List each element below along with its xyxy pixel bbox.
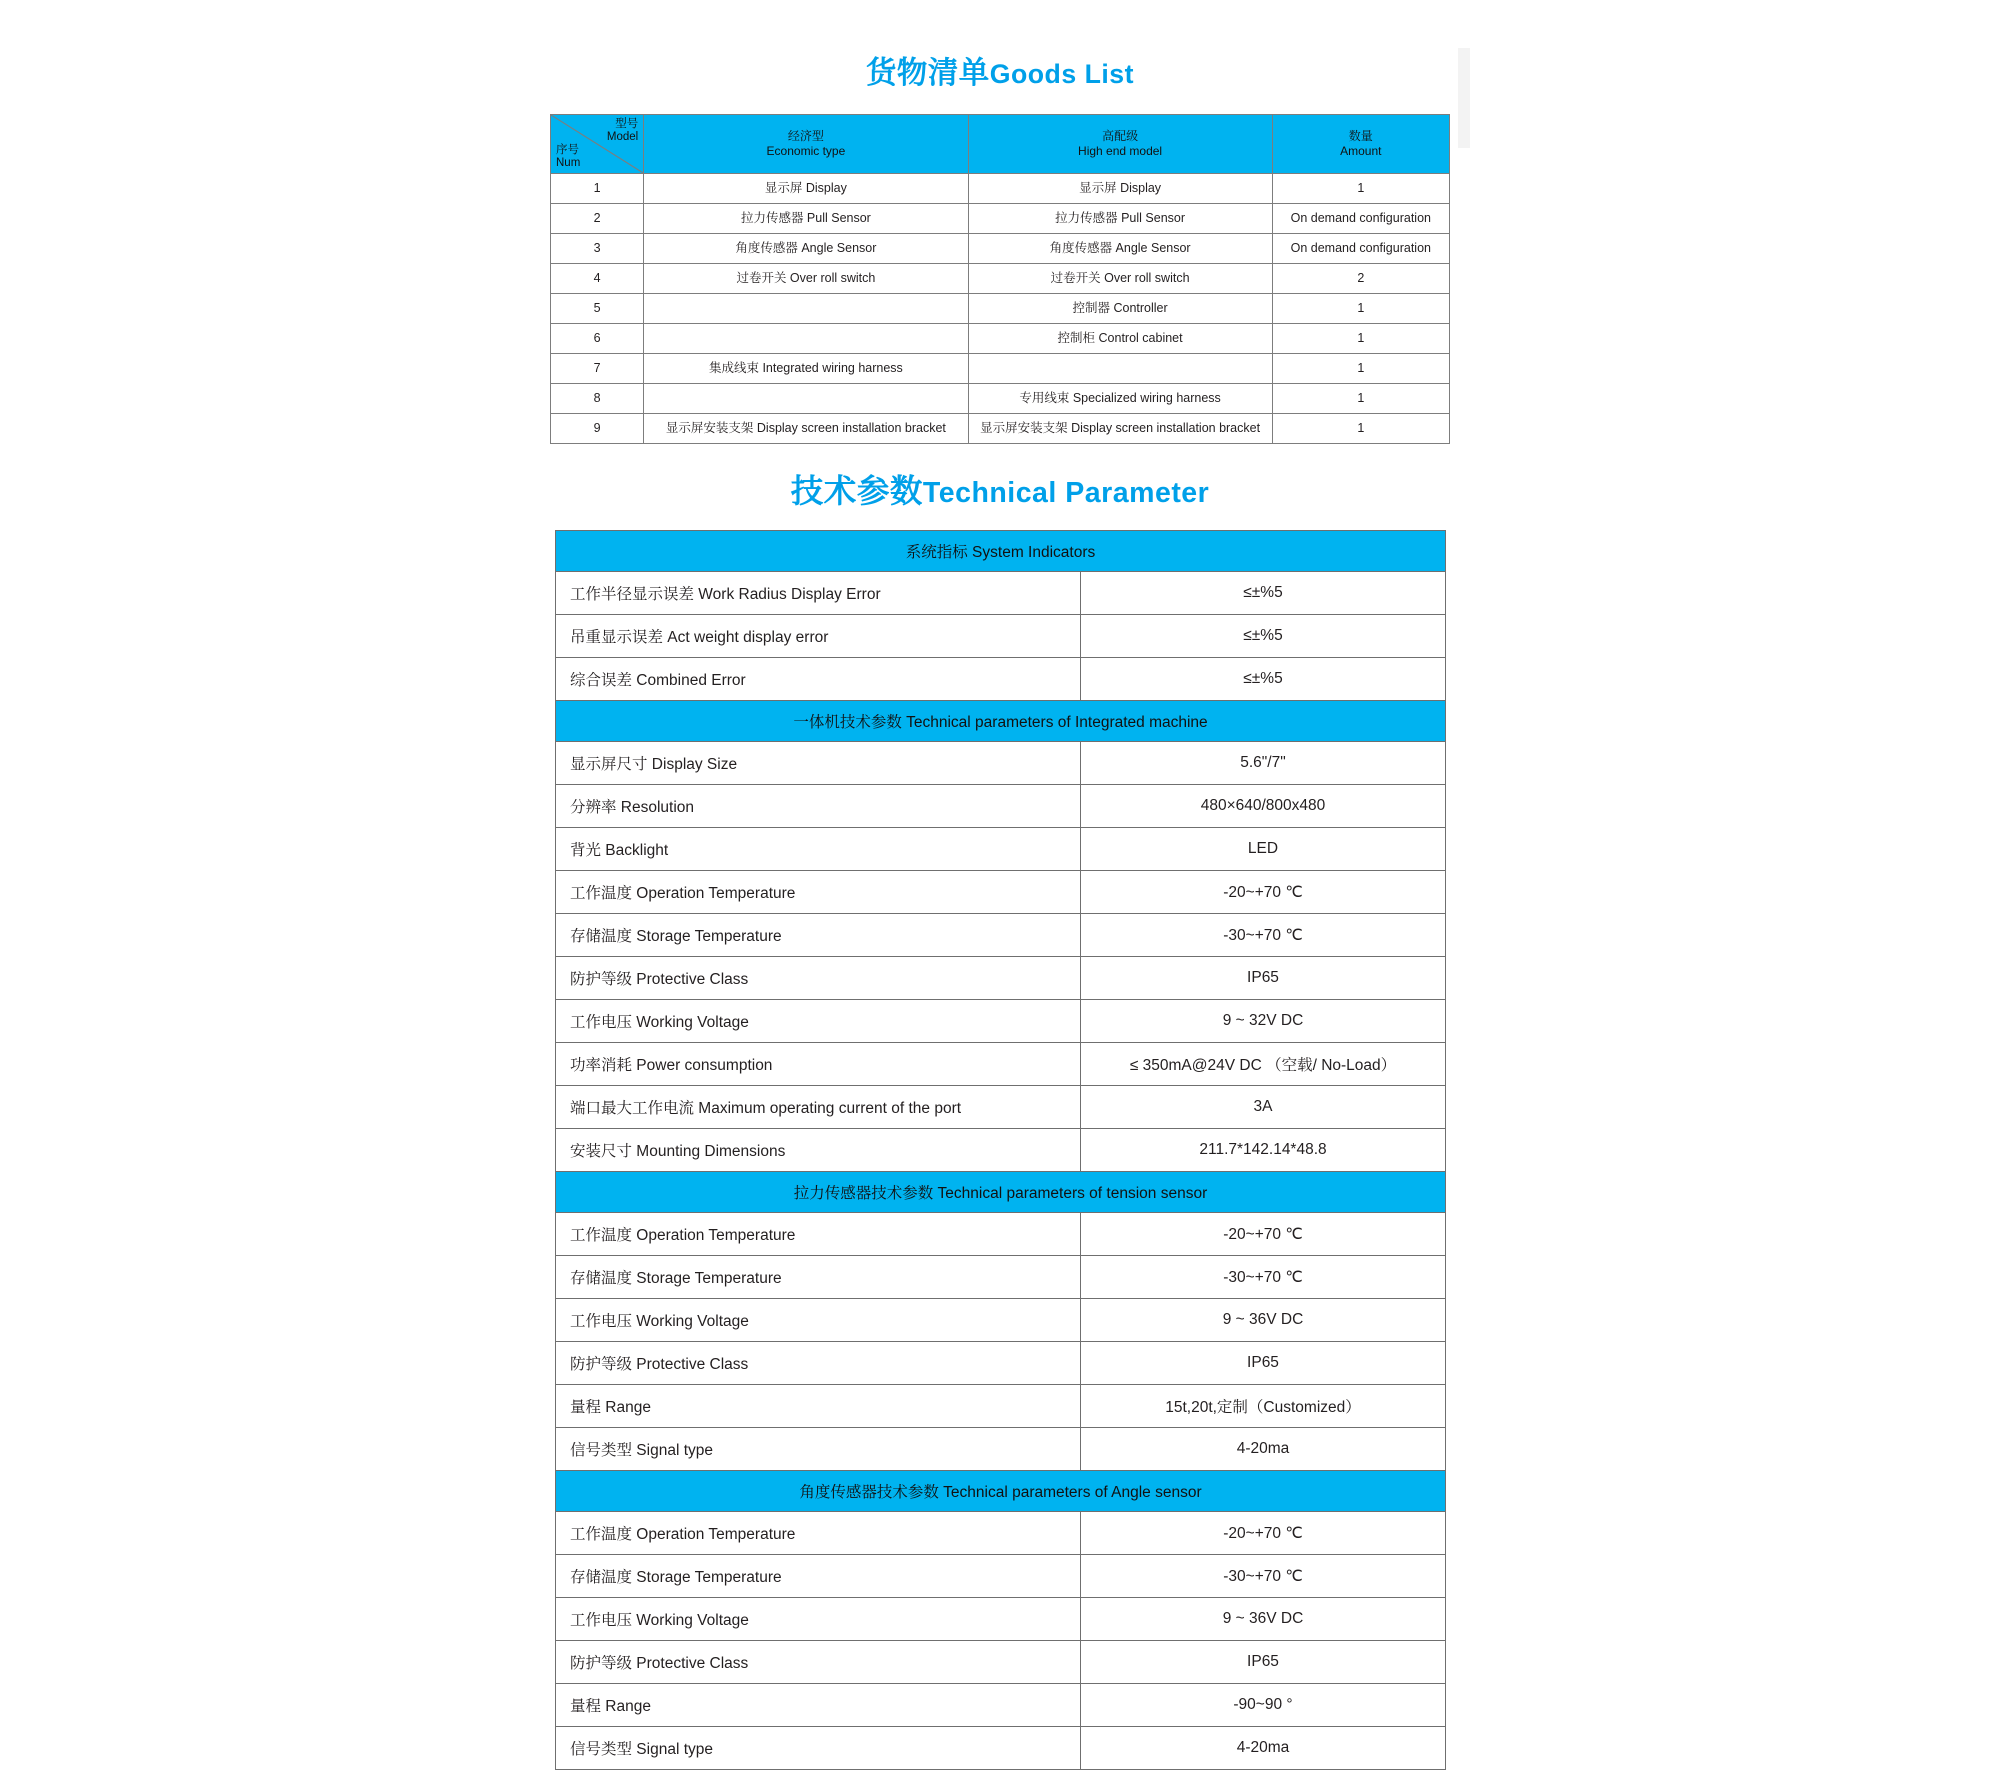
table-row: [551, 354, 1450, 384]
table-group-row: [556, 531, 1446, 572]
goods-cell-high: 拉力传感器 Pull Sensor: [968, 204, 1272, 234]
tech-param-value: IP65: [1081, 957, 1446, 1000]
goods-cell-economic: 集成线束 Integrated wiring harness: [644, 354, 968, 384]
table-row: [556, 1043, 1446, 1086]
technical-parameter-table: [555, 530, 1446, 1770]
tech-param-value: -20~+70 ℃: [1081, 1512, 1446, 1555]
tech-param-label: 工作温度 Operation Temperature: [556, 871, 1081, 914]
goods-cell-high: 控制器 Controller: [968, 294, 1272, 324]
tech-param-value: 15t,20t,定制（Customized）: [1081, 1385, 1446, 1428]
tech-param-value: 3A: [1081, 1086, 1446, 1129]
table-row: [556, 1512, 1446, 1555]
table-row: [556, 785, 1446, 828]
goods-cell-economic: [644, 384, 968, 414]
goods-cell-amount: On demand configuration: [1272, 234, 1449, 264]
tech-param-value: ≤±%5: [1081, 658, 1446, 701]
tech-param-label: 背光 Backlight: [556, 828, 1081, 871]
goods-cell-amount: 1: [1272, 384, 1449, 414]
tech-param-label: 信号类型 Signal type: [556, 1428, 1081, 1471]
goods-header-num-cn: 序号: [556, 143, 579, 156]
tech-param-label: 分辨率 Resolution: [556, 785, 1081, 828]
tech-param-value: 4-20ma: [1081, 1727, 1446, 1770]
goods-cell-amount: 1: [1272, 354, 1449, 384]
table-row: [556, 1299, 1446, 1342]
goods-list-title-en: Goods List: [989, 59, 1135, 89]
goods-cell-num: 7: [551, 354, 644, 384]
goods-cell-high: 过卷开关 Over roll switch: [968, 264, 1272, 294]
table-row: [556, 658, 1446, 701]
tech-param-label: 工作温度 Operation Temperature: [556, 1512, 1081, 1555]
tech-param-label: 量程 Range: [556, 1684, 1081, 1727]
goods-cell-amount: 1: [1272, 414, 1449, 444]
tech-param-label: 防护等级 Protective Class: [556, 957, 1081, 1000]
goods-cell-num: 5: [551, 294, 644, 324]
goods-list-table-wrapper: [550, 114, 1450, 444]
tech-param-label: 工作电压 Working Voltage: [556, 1000, 1081, 1043]
table-row: [556, 615, 1446, 658]
table-group-row: [556, 1471, 1446, 1512]
goods-header-high-en: High end model: [1078, 144, 1163, 158]
technical-parameter-title-cn: 技术参数: [790, 473, 923, 509]
goods-cell-high: [968, 354, 1272, 384]
goods-cell-economic: 拉力传感器 Pull Sensor: [644, 204, 968, 234]
tech-param-label: 综合误差 Combined Error: [556, 658, 1081, 701]
table-row: [551, 414, 1450, 444]
table-row: [551, 204, 1450, 234]
tech-param-label: 存储温度 Storage Temperature: [556, 1555, 1081, 1598]
tech-param-value: -30~+70 ℃: [1081, 1555, 1446, 1598]
table-row: [556, 1256, 1446, 1299]
goods-cell-economic: 显示屏 Display: [644, 174, 968, 204]
goods-header-economic-en: Economic type: [766, 144, 846, 158]
goods-list-table-head: [551, 115, 1450, 174]
table-row: [551, 324, 1450, 354]
goods-cell-num: 1: [551, 174, 644, 204]
tech-param-label: 量程 Range: [556, 1385, 1081, 1428]
goods-cell-num: 3: [551, 234, 644, 264]
table-row: [551, 174, 1450, 204]
table-row: [551, 294, 1450, 324]
goods-cell-high: 控制柜 Control cabinet: [968, 324, 1272, 354]
table-row: [556, 1684, 1446, 1727]
technical-parameter-table-body: [556, 531, 1446, 1770]
table-row: [551, 384, 1450, 414]
table-group-row: [556, 701, 1446, 742]
goods-cell-economic: 显示屏安装支架 Display screen installation bracket: [644, 414, 968, 444]
tech-param-label: 端口最大工作电流 Maximum operating current of the port: [556, 1086, 1081, 1129]
tech-param-value: 211.7*142.14*48.8: [1081, 1129, 1446, 1172]
tech-param-value: 4-20ma: [1081, 1428, 1446, 1471]
tech-param-value: ≤±%5: [1081, 615, 1446, 658]
goods-header-economic: [644, 115, 968, 174]
tech-group-header: 一体机技术参数 Technical parameters of Integrated machine: [556, 701, 1446, 742]
table-row: [556, 1598, 1446, 1641]
goods-header-high-cn: 高配级: [1102, 129, 1139, 143]
tech-param-value: 9 ~ 36V DC: [1081, 1598, 1446, 1641]
tech-param-label: 功率消耗 Power consumption: [556, 1043, 1081, 1086]
goods-cell-num: 2: [551, 204, 644, 234]
table-row: [556, 1385, 1446, 1428]
goods-cell-num: 8: [551, 384, 644, 414]
goods-cell-high: 角度传感器 Angle Sensor: [968, 234, 1272, 264]
table-row: [556, 914, 1446, 957]
goods-header-high: [968, 115, 1272, 174]
goods-cell-amount: 1: [1272, 324, 1449, 354]
tech-param-label: 显示屏尺寸 Display Size: [556, 742, 1081, 785]
tech-param-label: 防护等级 Protective Class: [556, 1342, 1081, 1385]
goods-header-amount: [1272, 115, 1449, 174]
tech-param-value: -90~90 °: [1081, 1684, 1446, 1727]
tech-param-value: IP65: [1081, 1641, 1446, 1684]
tech-param-value: ≤±%5: [1081, 572, 1446, 615]
tech-param-value: LED: [1081, 828, 1446, 871]
goods-list-title: [0, 48, 2000, 92]
goods-cell-high: 显示屏 Display: [968, 174, 1272, 204]
tech-param-value: 9 ~ 36V DC: [1081, 1299, 1446, 1342]
page-edge-artifact: [1458, 48, 1470, 148]
tech-param-label: 安装尺寸 Mounting Dimensions: [556, 1129, 1081, 1172]
goods-cell-economic: [644, 294, 968, 324]
goods-header-num-en: Num: [556, 156, 581, 169]
goods-cell-num: 9: [551, 414, 644, 444]
tech-param-value: -30~+70 ℃: [1081, 914, 1446, 957]
tech-param-value: 9 ~ 32V DC: [1081, 1000, 1446, 1043]
goods-cell-economic: 过卷开关 Over roll switch: [644, 264, 968, 294]
tech-group-header: 角度传感器技术参数 Technical parameters of Angle sensor: [556, 1471, 1446, 1512]
tech-param-label: 工作电压 Working Voltage: [556, 1299, 1081, 1342]
goods-cell-amount: 1: [1272, 174, 1449, 204]
tech-group-header: 系统指标 System Indicators: [556, 531, 1446, 572]
table-row: [556, 1129, 1446, 1172]
goods-header-model-num-cell: [551, 115, 644, 174]
goods-cell-amount: 2: [1272, 264, 1449, 294]
table-row: [556, 572, 1446, 615]
table-row: [556, 1213, 1446, 1256]
tech-param-label: 存储温度 Storage Temperature: [556, 914, 1081, 957]
technical-parameter-title: [0, 466, 2000, 512]
goods-header-amount-cn: 数量: [1348, 129, 1373, 143]
table-row: [556, 742, 1446, 785]
technical-parameter-title-en: Technical Parameter: [922, 477, 1210, 509]
table-row: [556, 1342, 1446, 1385]
tech-param-value: 480×640/800x480: [1081, 785, 1446, 828]
goods-cell-amount: 1: [1272, 294, 1449, 324]
goods-header-model-label: [607, 118, 638, 144]
table-row: [556, 1641, 1446, 1684]
goods-list-header-row: [551, 115, 1450, 174]
tech-param-label: 工作电压 Working Voltage: [556, 1598, 1081, 1641]
tech-param-value: 5.6"/7": [1081, 742, 1446, 785]
goods-cell-amount: On demand configuration: [1272, 204, 1449, 234]
goods-header-economic-cn: 经济型: [787, 129, 824, 143]
goods-list-title-cn: 货物清单: [865, 56, 990, 90]
goods-cell-economic: [644, 324, 968, 354]
tech-param-label: 防护等级 Protective Class: [556, 1641, 1081, 1684]
tech-param-value: -20~+70 ℃: [1081, 1213, 1446, 1256]
table-row: [556, 1727, 1446, 1770]
goods-header-model-en: Model: [606, 131, 639, 144]
tech-param-value: -20~+70 ℃: [1081, 871, 1446, 914]
tech-param-value: ≤ 350mA@24V DC （空载/ No-Load）: [1081, 1043, 1446, 1086]
goods-header-model-cn: 型号: [615, 118, 639, 130]
table-row: [556, 1086, 1446, 1129]
table-row: [556, 1000, 1446, 1043]
goods-cell-high: 显示屏安装支架 Display screen installation bracket: [968, 414, 1272, 444]
tech-param-label: 存储温度 Storage Temperature: [556, 1256, 1081, 1299]
tech-param-label: 信号类型 Signal type: [556, 1727, 1081, 1770]
tech-param-value: -30~+70 ℃: [1081, 1256, 1446, 1299]
tech-param-label: 工作半径显示误差 Work Radius Display Error: [556, 572, 1081, 615]
table-row: [551, 264, 1450, 294]
table-row: [556, 1555, 1446, 1598]
tech-param-label: 吊重显示误差 Act weight display error: [556, 615, 1081, 658]
tech-param-value: IP65: [1081, 1342, 1446, 1385]
goods-header-amount-en: Amount: [1340, 144, 1382, 158]
goods-header-num-label: [556, 144, 580, 170]
goods-cell-num: 4: [551, 264, 644, 294]
goods-cell-economic: 角度传感器 Angle Sensor: [644, 234, 968, 264]
goods-cell-num: 6: [551, 324, 644, 354]
technical-parameter-table-wrapper: [555, 530, 1445, 1770]
tech-group-header: 拉力传感器技术参数 Technical parameters of tension sensor: [556, 1172, 1446, 1213]
table-row: [556, 871, 1446, 914]
table-group-row: [556, 1172, 1446, 1213]
tech-param-label: 工作温度 Operation Temperature: [556, 1213, 1081, 1256]
goods-list-table-body: [551, 174, 1450, 444]
table-row: [556, 828, 1446, 871]
goods-cell-high: 专用线束 Specialized wiring harness: [968, 384, 1272, 414]
table-row: [556, 957, 1446, 1000]
table-row: [556, 1428, 1446, 1471]
table-row: [551, 234, 1450, 264]
goods-list-table: [550, 114, 1450, 444]
